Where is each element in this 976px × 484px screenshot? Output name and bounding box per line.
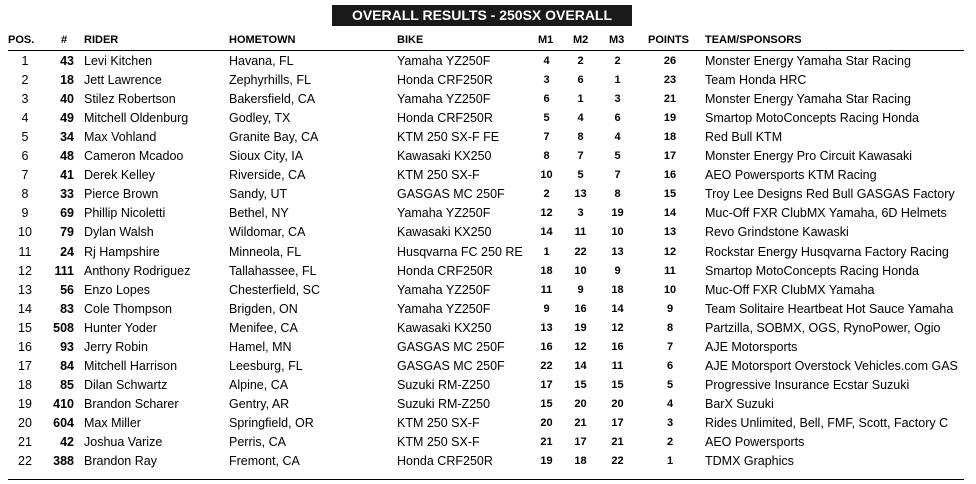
cell-moto2: 14 [574, 359, 587, 372]
cell-team: Team Solitaire Heartbeat Hot Sauce Yamaha [705, 301, 954, 316]
cell-moto3: 22 [611, 455, 624, 468]
cell-team: AEO Powersports KTM Racing [705, 168, 877, 183]
cell-moto2: 3 [577, 207, 584, 220]
cell-team: AJE Motorsports [705, 339, 798, 354]
cell-hometown: Chesterfield, SC [229, 282, 321, 297]
cell-points: 10 [663, 283, 677, 296]
table-row [0, 52, 976, 71]
cell-position: 16 [18, 339, 32, 354]
cell-rider: Anthony Rodriguez [84, 263, 191, 278]
cell-number: 41 [60, 168, 74, 183]
cell-moto3: 3 [614, 93, 621, 106]
cell-bike: KTM 250 SX-F [397, 168, 480, 183]
cell-number: 85 [60, 377, 74, 392]
cell-position: 11 [18, 244, 32, 259]
cell-moto1: 10 [540, 169, 553, 182]
cell-hometown: Menifee, CA [229, 320, 298, 335]
cell-hometown: Havana, FL [229, 54, 294, 68]
cell-points: 7 [666, 340, 674, 353]
table-row [0, 109, 976, 128]
cell-moto3: 10 [611, 226, 624, 239]
cell-moto2: 17 [574, 436, 587, 448]
cell-moto1: 18 [540, 264, 553, 277]
cell-position: 14 [18, 301, 32, 316]
cell-bike: Kawasaki KX250 [397, 225, 492, 240]
table-row [0, 414, 976, 433]
cell-moto1: 8 [543, 150, 550, 163]
cell-bike: Yamaha YZ250F [397, 301, 491, 316]
table-row [0, 90, 976, 109]
cell-points: 18 [663, 131, 677, 144]
cell-moto1: 5 [543, 112, 550, 125]
cell-hometown: Riverside, CA [229, 168, 306, 183]
cell-bike: Honda CRF250R [397, 111, 493, 126]
table-row [0, 243, 976, 262]
cell-points: 2 [666, 436, 674, 448]
cell-bike: Yamaha YZ250F [397, 92, 491, 107]
cell-bike: Kawasaki KX250 [397, 320, 492, 335]
cell-moto3: 6 [614, 112, 621, 125]
cell-rider: Enzo Lopes [84, 282, 151, 297]
cell-position: 7 [21, 168, 29, 183]
cell-moto1: 19 [540, 455, 553, 468]
cell-moto3: 8 [614, 188, 621, 201]
table-row [0, 262, 976, 281]
cell-moto2: 16 [574, 302, 587, 315]
cell-number: 56 [60, 282, 74, 297]
cell-position: 5 [21, 130, 29, 145]
cell-moto3: 17 [611, 416, 624, 429]
cell-position: 12 [18, 263, 32, 278]
cell-position: 4 [21, 111, 29, 126]
cell-bike: Suzuki RM-Z250 [397, 377, 491, 392]
cell-moto2: 5 [577, 169, 584, 182]
table-row [0, 281, 976, 300]
cell-moto2: 7 [577, 150, 584, 163]
cell-rider: Mitchell Harrison [84, 358, 178, 373]
cell-moto1: 9 [543, 302, 550, 315]
cell-moto1: 11 [540, 283, 553, 296]
cell-hometown: Gentry, AR [229, 396, 290, 411]
cell-number: 604 [53, 415, 74, 430]
cell-moto3: 21 [611, 436, 624, 448]
cell-moto3: 2 [614, 55, 621, 67]
cell-team: BarX Suzuki [705, 396, 774, 411]
cell-bike: Yamaha YZ250F [397, 54, 491, 68]
table-row [0, 338, 976, 357]
table-bottom-divider [8, 479, 964, 480]
cell-number: 48 [60, 149, 74, 164]
cell-team: Monster Energy Yamaha Star Racing [705, 54, 911, 68]
cell-bike: Honda CRF250R [397, 454, 493, 469]
table-row [0, 452, 976, 471]
cell-moto2: 15 [574, 378, 587, 391]
results-title: OVERALL RESULTS - 250SX OVERALL [332, 5, 632, 26]
header-m3: M3 [609, 34, 625, 46]
cell-number: 40 [60, 92, 74, 107]
cell-moto3: 5 [614, 150, 621, 163]
cell-rider: Dylan Walsh [84, 225, 154, 240]
cell-hometown: Alpine, CA [229, 377, 289, 392]
cell-number: 34 [60, 130, 74, 145]
cell-number: 508 [53, 320, 74, 335]
header-hometown: HOMETOWN [229, 34, 296, 46]
cell-points: 17 [663, 150, 677, 163]
cell-position: 10 [18, 225, 32, 240]
cell-moto1: 17 [540, 378, 553, 391]
header-bike: BIKE [397, 34, 424, 46]
cell-rider: Mitchell Oldenburg [84, 111, 189, 126]
cell-hometown: Granite Bay, CA [229, 130, 319, 145]
cell-position: 20 [18, 415, 32, 430]
cell-bike: Kawasaki KX250 [397, 149, 492, 164]
cell-moto3: 20 [611, 397, 624, 410]
cell-position: 15 [18, 320, 32, 335]
cell-points: 5 [666, 378, 674, 391]
cell-hometown: Perris, CA [229, 435, 286, 449]
cell-team: Smartop MotoConcepts Racing Honda [705, 263, 920, 278]
cell-bike: Yamaha YZ250F [397, 206, 491, 221]
cell-points: 9 [666, 302, 674, 315]
cell-rider: Stilez Robertson [84, 92, 176, 107]
table-row [0, 185, 976, 204]
cell-number: 410 [53, 396, 74, 411]
cell-moto3: 1 [614, 74, 621, 87]
cell-bike: KTM 250 SX-F FE [397, 130, 500, 145]
cell-moto1: 2 [543, 188, 550, 201]
cell-hometown: Leesburg, FL [229, 358, 303, 373]
cell-team: AEO Powersports [705, 435, 805, 449]
cell-rider: Phillip Nicoletti [84, 206, 166, 221]
cell-moto1: 15 [540, 397, 553, 410]
cell-moto3: 13 [611, 245, 624, 258]
cell-position: 6 [21, 149, 29, 164]
cell-team: Troy Lee Designs Red Bull GASGAS Factory [705, 187, 955, 202]
cell-moto1: 14 [540, 226, 553, 239]
cell-hometown: Sioux City, IA [229, 149, 304, 164]
cell-moto1: 21 [540, 436, 553, 448]
cell-number: 18 [60, 73, 74, 88]
cell-number: 111 [54, 263, 74, 278]
cell-number: 42 [60, 435, 74, 449]
cell-bike: Yamaha YZ250F [397, 282, 491, 297]
cell-moto3: 9 [614, 264, 621, 277]
cell-moto2: 20 [574, 397, 587, 410]
cell-team: AJE Motorsport Overstock Vehicles.com GAS [705, 358, 958, 373]
cell-points: 16 [663, 169, 677, 182]
cell-moto3: 16 [611, 340, 624, 353]
cell-rider: Brandon Ray [84, 454, 157, 469]
cell-rider: Joshua Varize [84, 435, 163, 449]
cell-bike: Suzuki RM-Z250 [397, 396, 491, 411]
table-row [0, 147, 976, 166]
cell-hometown: Tallahassee, FL [229, 263, 317, 278]
cell-points: 19 [663, 112, 677, 125]
cell-points: 4 [666, 397, 674, 410]
cell-number: 79 [60, 225, 74, 240]
cell-moto2: 6 [577, 74, 584, 87]
cell-bike: Husqvarna FC 250 RE [397, 244, 523, 259]
cell-team: Muc-Off FXR ClubMX Yamaha [705, 282, 875, 297]
cell-moto1: 13 [540, 321, 553, 334]
cell-moto3: 7 [614, 169, 621, 182]
cell-hometown: Hamel, MN [229, 339, 292, 354]
cell-number: 33 [60, 187, 74, 202]
cell-number: 84 [60, 358, 74, 373]
cell-rider: Jerry Robin [84, 339, 148, 354]
cell-moto3: 15 [611, 378, 624, 391]
table-row [0, 166, 976, 185]
cell-moto2: 22 [574, 245, 587, 258]
cell-rider: Dilan Schwartz [84, 377, 168, 392]
cell-number: 83 [60, 301, 74, 316]
cell-points: 12 [663, 245, 677, 258]
cell-position: 19 [18, 396, 32, 411]
cell-bike: Honda CRF250R [397, 263, 493, 278]
cell-moto1: 1 [543, 245, 550, 258]
cell-hometown: Godley, TX [229, 111, 291, 126]
cell-moto2: 4 [577, 112, 584, 125]
cell-points: 21 [663, 93, 677, 106]
cell-team: Red Bull KTM [705, 130, 783, 145]
cell-points: 13 [663, 226, 677, 239]
cell-moto1: 12 [540, 207, 553, 220]
cell-team: Rockstar Energy Husqvarna Factory Racing [705, 244, 949, 259]
cell-hometown: Minneola, FL [229, 244, 302, 259]
cell-team: Revo Grindstone Kawaski [705, 225, 849, 240]
cell-position: 3 [21, 92, 29, 107]
cell-hometown: Wildomar, CA [229, 225, 306, 240]
cell-moto2: 19 [574, 321, 587, 334]
cell-moto2: 13 [574, 188, 587, 201]
cell-number: 69 [60, 206, 74, 221]
cell-position: 22 [18, 454, 32, 469]
cell-team: Team Honda HRC [705, 73, 807, 88]
cell-rider: Rj Hampshire [84, 244, 160, 259]
cell-number: 93 [60, 339, 74, 354]
cell-moto2: 18 [574, 455, 587, 468]
cell-rider: Jett Lawrence [84, 73, 162, 88]
header-team: TEAM/SPONSORS [705, 34, 802, 46]
cell-rider: Hunter Yoder [84, 320, 157, 335]
cell-moto2: 1 [577, 93, 584, 106]
cell-bike: Honda CRF250R [397, 73, 493, 88]
cell-points: 3 [666, 416, 674, 429]
header-m2: M2 [573, 34, 589, 46]
cell-bike: KTM 250 SX-F [397, 435, 480, 449]
header-number: # [61, 34, 68, 46]
cell-number: 24 [60, 244, 74, 259]
cell-bike: GASGAS MC 250F [397, 339, 505, 354]
cell-position: 2 [21, 73, 29, 88]
cell-rider: Cameron Mcadoo [84, 149, 184, 164]
table-row [0, 128, 976, 147]
table-row [0, 319, 976, 338]
cell-number: 388 [53, 454, 74, 469]
cell-rider: Cole Thompson [84, 301, 173, 316]
cell-points: 6 [666, 359, 674, 372]
cell-points: 26 [663, 55, 677, 67]
cell-team: TDMX Graphics [705, 454, 794, 469]
cell-moto3: 11 [611, 359, 624, 372]
cell-hometown: Zephyrhills, FL [229, 73, 311, 88]
cell-rider: Levi Kitchen [84, 54, 153, 68]
cell-moto2: 10 [574, 264, 587, 277]
table-row [0, 376, 976, 395]
cell-moto1: 3 [543, 74, 550, 87]
cell-bike: GASGAS MC 250F [397, 358, 505, 373]
cell-moto2: 21 [574, 416, 587, 429]
cell-moto1: 16 [540, 340, 553, 353]
cell-hometown: Bakersfield, CA [229, 92, 316, 107]
table-row [0, 357, 976, 376]
cell-points: 1 [666, 455, 674, 468]
cell-rider: Pierce Brown [84, 187, 159, 202]
cell-hometown: Springfield, OR [229, 415, 314, 430]
cell-moto2: 12 [574, 340, 587, 353]
cell-moto2: 2 [577, 55, 584, 67]
header-m1: M1 [538, 34, 554, 46]
cell-position: 17 [18, 358, 32, 373]
cell-team: Smartop MotoConcepts Racing Honda [705, 111, 920, 126]
cell-moto2: 11 [574, 226, 587, 239]
cell-moto3: 18 [611, 283, 624, 296]
table-row [0, 395, 976, 414]
cell-hometown: Sandy, UT [229, 187, 288, 202]
cell-moto1: 7 [543, 131, 550, 144]
cell-rider: Max Vohland [84, 130, 157, 145]
cell-position: 9 [21, 206, 29, 221]
table-row [0, 223, 976, 242]
cell-points: 15 [663, 188, 677, 201]
cell-team: Monster Energy Yamaha Star Racing [705, 92, 911, 107]
cell-position: 21 [18, 435, 32, 449]
cell-moto1: 20 [540, 416, 553, 429]
cell-moto1: 22 [540, 359, 553, 372]
cell-team: Muc-Off FXR ClubMX Yamaha, 6D Helmets [705, 206, 947, 221]
cell-rider: Brandon Scharer [84, 396, 179, 411]
cell-hometown: Bethel, NY [229, 206, 289, 221]
cell-team: Progressive Insurance Ecstar Suzuki [705, 377, 910, 392]
cell-points: 14 [663, 207, 677, 220]
header-rider: RIDER [84, 34, 119, 46]
cell-moto2: 8 [577, 131, 584, 144]
cell-rider: Derek Kelley [84, 168, 155, 183]
cell-position: 8 [21, 187, 29, 202]
cell-points: 11 [664, 264, 676, 277]
cell-points: 23 [663, 74, 677, 87]
cell-bike: KTM 250 SX-F [397, 415, 480, 430]
cell-hometown: Fremont, CA [229, 454, 300, 469]
cell-rider: Max Miller [84, 415, 141, 430]
cell-position: 18 [18, 377, 32, 392]
cell-team: Partzilla, SOBMX, OGS, RynoPower, Ogio [705, 320, 941, 335]
cell-moto1: 6 [543, 93, 550, 106]
cell-position: 1 [21, 54, 29, 68]
cell-position: 13 [18, 282, 32, 297]
cell-moto3: 4 [614, 131, 621, 144]
table-row [0, 71, 976, 90]
cell-number: 49 [60, 111, 74, 126]
header-divider [8, 50, 964, 51]
cell-team: Monster Energy Pro Circuit Kawasaki [705, 149, 913, 164]
cell-moto3: 14 [611, 302, 624, 315]
header-points: POINTS [648, 34, 689, 46]
cell-hometown: Brigden, ON [229, 301, 298, 316]
cell-number: 43 [60, 54, 74, 68]
cell-points: 8 [666, 321, 674, 334]
cell-bike: GASGAS MC 250F [397, 187, 505, 202]
cell-team: Rides Unlimited, Bell, FMF, Scott, Factory C [705, 415, 949, 430]
header-pos: POS. [8, 34, 35, 46]
table-row [0, 300, 976, 319]
table-row [0, 433, 976, 452]
cell-moto3: 12 [611, 321, 624, 334]
table-row [0, 204, 976, 223]
cell-moto1: 4 [543, 55, 550, 67]
cell-moto2: 9 [577, 283, 584, 296]
cell-moto3: 19 [611, 207, 624, 220]
